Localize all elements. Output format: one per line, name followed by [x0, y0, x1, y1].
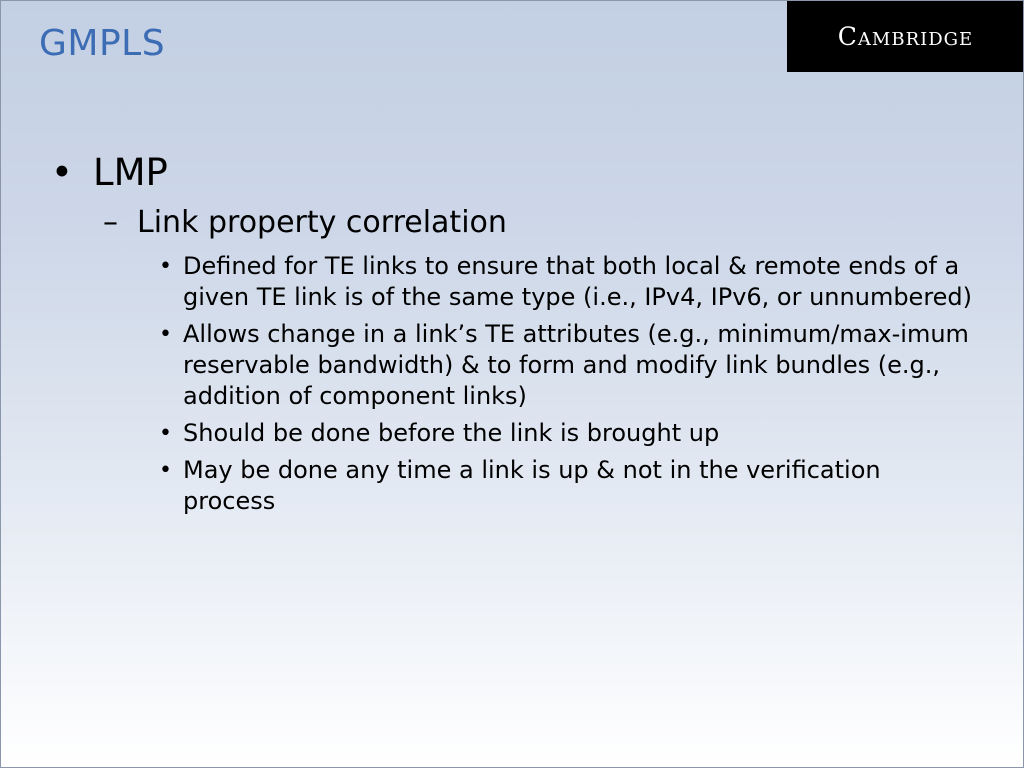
- list-item: [157, 319, 977, 412]
- list-item-text: Defined for TE links to ensure that both local & remote ends of a given TE link is of the same type (i.e., IPv4, IPv6, or unnumbered): [183, 252, 973, 311]
- logo-text: Cambridge: [837, 22, 974, 51]
- bullet-dot-icon: •: [159, 322, 172, 347]
- list-item: [157, 455, 977, 517]
- bullet-dot-icon: •: [51, 151, 73, 194]
- list-item: [157, 251, 977, 313]
- list-item-text: May be done any time a link is up & not in the verification process: [183, 456, 881, 515]
- bullet-dash-icon: –: [103, 205, 118, 240]
- slide-title: GMPLS: [39, 23, 166, 64]
- list-item: [157, 418, 977, 449]
- cambridge-logo: [787, 1, 1024, 72]
- list-item-text: Should be done before the link is brought up: [183, 419, 720, 447]
- bullet-dot-icon: •: [159, 421, 172, 446]
- bullet-level3-list: [157, 251, 977, 523]
- bullet-level1: [51, 151, 168, 194]
- bullet-level2-text: Link property correlation: [137, 205, 507, 240]
- bullet-dot-icon: •: [159, 254, 172, 279]
- bullet-dot-icon: •: [159, 458, 172, 483]
- bullet-level1-text: LMP: [93, 151, 168, 194]
- list-item-text: Allows change in a link’s TE attributes (e.g., minimum/max-imum reservable bandwidth) & to form and modify link bundles (e.g., addition of component links): [183, 320, 969, 410]
- bullet-level2: [103, 205, 507, 240]
